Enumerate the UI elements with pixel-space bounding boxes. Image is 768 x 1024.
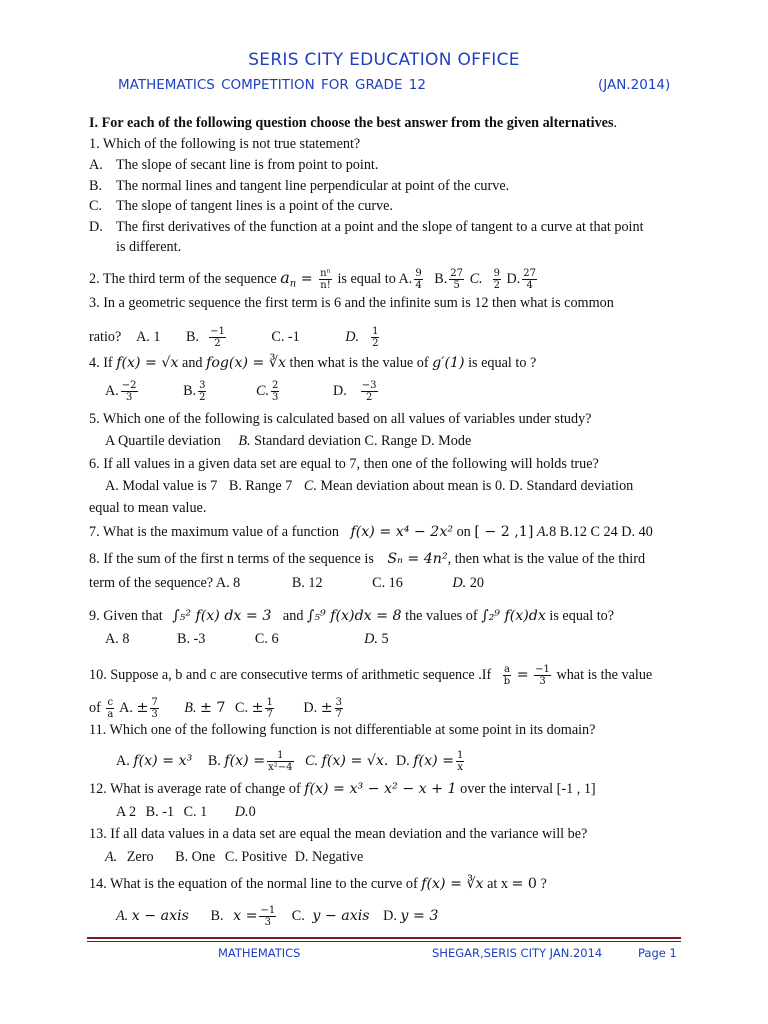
question-14-stem: 14. What is the equation of the normal line to the curve of f(x) = ∛x at x = 0 ? — [89, 876, 547, 892]
question-5-stem: 5. Which one of the following is calculated based on all values of variables under study? — [89, 411, 592, 427]
q2-sequence-fraction: $\frac{\text{nⁿ}}{n!}$ — [320, 268, 331, 291]
question-1-stem: 1. Which of the following is not true statement? — [89, 136, 361, 152]
exam-date: (JAN.2014) — [598, 77, 671, 93]
footer-subject: MATHEMATICS — [218, 946, 301, 960]
question-10-stem: 10. Suppose a, b and c are consecutive terms of arithmetic sequence .If $\frac{a}{b}$ = $\frac{-1}{3}$ what is the value — [89, 664, 653, 687]
q11-option-b-fraction: $\frac{1}{\text{x²−4}}$ — [268, 750, 293, 773]
q4-option-a-fraction: $\frac{-2}{3}$ — [121, 380, 137, 403]
q2-option-b-fraction: $\frac{27}{5}$ — [450, 268, 464, 291]
q10-option-a-fraction: $\frac{7}{3}$ — [151, 697, 158, 720]
q4-option-c-fraction: $\frac{2}{3}$ — [272, 380, 279, 403]
question-14-options: A. x − axis B. x = $\frac{-1}{3}$ C. y − axis D. y = 3 — [116, 905, 439, 928]
q10-c-over-a-fraction: $\frac{c}{a}$ — [107, 697, 114, 720]
question-4-stem: 4. If f(x) = √x and fog(x) = ∛x then what is the value of g′(1) is equal to ? — [89, 355, 537, 371]
q1-option-d: D. The first derivatives of the function at a point and the slope of tangent to a curve at that point — [89, 219, 644, 235]
q1-option-b: B. The normal lines and tangent line perpendicular at point of the curve. — [89, 178, 510, 194]
footer-page-number: Page 1 — [638, 946, 677, 960]
question-11-options: A. f(x) = x³ B. f(x) = $\frac{1}{\text{x²−4}}$ C. f(x) = √x. D. f(x) = $\frac{1}{x}$ — [116, 750, 464, 773]
q10-a-over-b-fraction: $\frac{a}{b}$ — [503, 664, 511, 687]
question-10-options: of $\frac{c}{a}$ A. ± $\frac{7}{3}$ B. ± 7 C. ± $\frac{1}{7}$ D. ± $\frac{3}{7}$ — [89, 697, 342, 720]
question-13-stem: 13. If all data values in a data set are equal the mean deviation and the variance will be? — [89, 826, 588, 842]
question-12-stem: 12. What is average rate of change of f(x) = x³ − x² − x + 1 over the interval [-1 , 1] — [89, 781, 596, 797]
section-heading-text: I. For each of the following question choose the best answer from the given alternatives — [89, 115, 614, 131]
q10-ratio-fraction: $\frac{-1}{3}$ — [535, 664, 550, 687]
q10-option-c-fraction: $\frac{1}{7}$ — [266, 697, 273, 720]
section-heading: I. For each of the following question choose the best answer from the given alternatives. — [89, 115, 618, 131]
question-6-stem: 6. If all values in a given data set are equal to 7, then one of the following will holds true? — [89, 456, 599, 472]
question-9-options: A. 8 B. -3 C. 6 D. 5 — [105, 631, 389, 647]
office-title: SERIS CITY EDUCATION OFFICE — [248, 50, 520, 70]
competition-subtitle: MATHEMATICS COMPETITION FOR GRADE 12 — [118, 77, 426, 93]
question-6-continued: equal to mean value. — [89, 500, 207, 516]
q2-option-c-fraction: $\frac{9}{2}$ — [493, 268, 500, 291]
q2-option-a-fraction: $\frac{9}{4}$ — [415, 268, 422, 291]
q1-option-d-continued: is different. — [116, 239, 182, 255]
question-7: 7. What is the maximum value of a function f(x) = x⁴ − 2x² on [ − 2 ,1] A.8 B.12 C 24 D. 40 — [89, 524, 653, 540]
question-8-options: term of the sequence? A. 8 B. 12 C. 16 D. 20 — [89, 575, 484, 591]
q11-option-d-fraction: $\frac{1}{x}$ — [457, 750, 464, 773]
question-5-options: A Quartile deviation B. Standard deviation C. Range D. Mode — [105, 433, 472, 449]
question-4-options: A. $\frac{-2}{3}$ B. $\frac{3}{2}$ C. $\frac{2}{3}$ D. $\frac{-3}{2}$ — [105, 380, 377, 403]
question-3-options: ratio? A. 1 B. $\frac{-1}{2}$ C. -1 D. $\frac{1}{2}$ — [89, 326, 379, 349]
q3-option-b-fraction: $\frac{-1}{2}$ — [210, 326, 225, 349]
q1-option-a: A. The slope of secant line is from point to point. — [89, 157, 379, 173]
question-13-options: A. Zero B. One C. Positive D. Negative — [105, 849, 364, 865]
question-12-options: A 2 B. -1 C. 1 D.0 — [116, 804, 256, 820]
q10-option-d-fraction: $\frac{3}{7}$ — [335, 697, 342, 720]
q4-option-b-fraction: $\frac{3}{2}$ — [199, 380, 206, 403]
q2-option-d-fraction: $\frac{27}{4}$ — [523, 268, 537, 291]
question-3-stem: 3. In a geometric sequence the first term is 6 and the infinite sum is 12 then what is common — [89, 295, 614, 311]
q1-option-c: C. The slope of tangent lines is a point of the curve. — [89, 198, 393, 214]
question-8-stem: 8. If the sum of the first n terms of the sequence is Sₙ = 4n², then what is the value of the third — [89, 551, 646, 567]
question-9-stem: 9. Given that ∫₅² f(x) dx = 3 and ∫₅⁹ f(x)dx = 8 the values of ∫₂⁹ f(x)dx is equal to? — [89, 608, 615, 624]
question-11-stem: 11. Which one of the following function is not differentiable at some point in its domain? — [89, 722, 596, 738]
q4-option-d-fraction: $\frac{-3}{2}$ — [361, 380, 377, 403]
footer-rule-top — [87, 937, 681, 939]
footer-location-date: SHEGAR,SERIS CITY JAN.2014 — [432, 946, 603, 960]
footer-rule-bottom — [87, 941, 681, 942]
question-2: 2. The third term of the sequence $a_n$ = $\frac{\text{nⁿ}}{n!}$ is equal to A. $\frac{9}{4}$ B. $\frac{27}{5}$ C. $\frac{9}{2}$ D. $\frac{27}{4}$ — [89, 267, 537, 291]
question-6-options: A. Modal value is 7 B. Range 7 C. Mean deviation about mean is 0. D. Standard deviation — [105, 478, 634, 494]
q3-option-d-fraction: $\frac{1}{2}$ — [372, 326, 379, 349]
q14-option-b-fraction: $\frac{-1}{3}$ — [260, 905, 276, 928]
